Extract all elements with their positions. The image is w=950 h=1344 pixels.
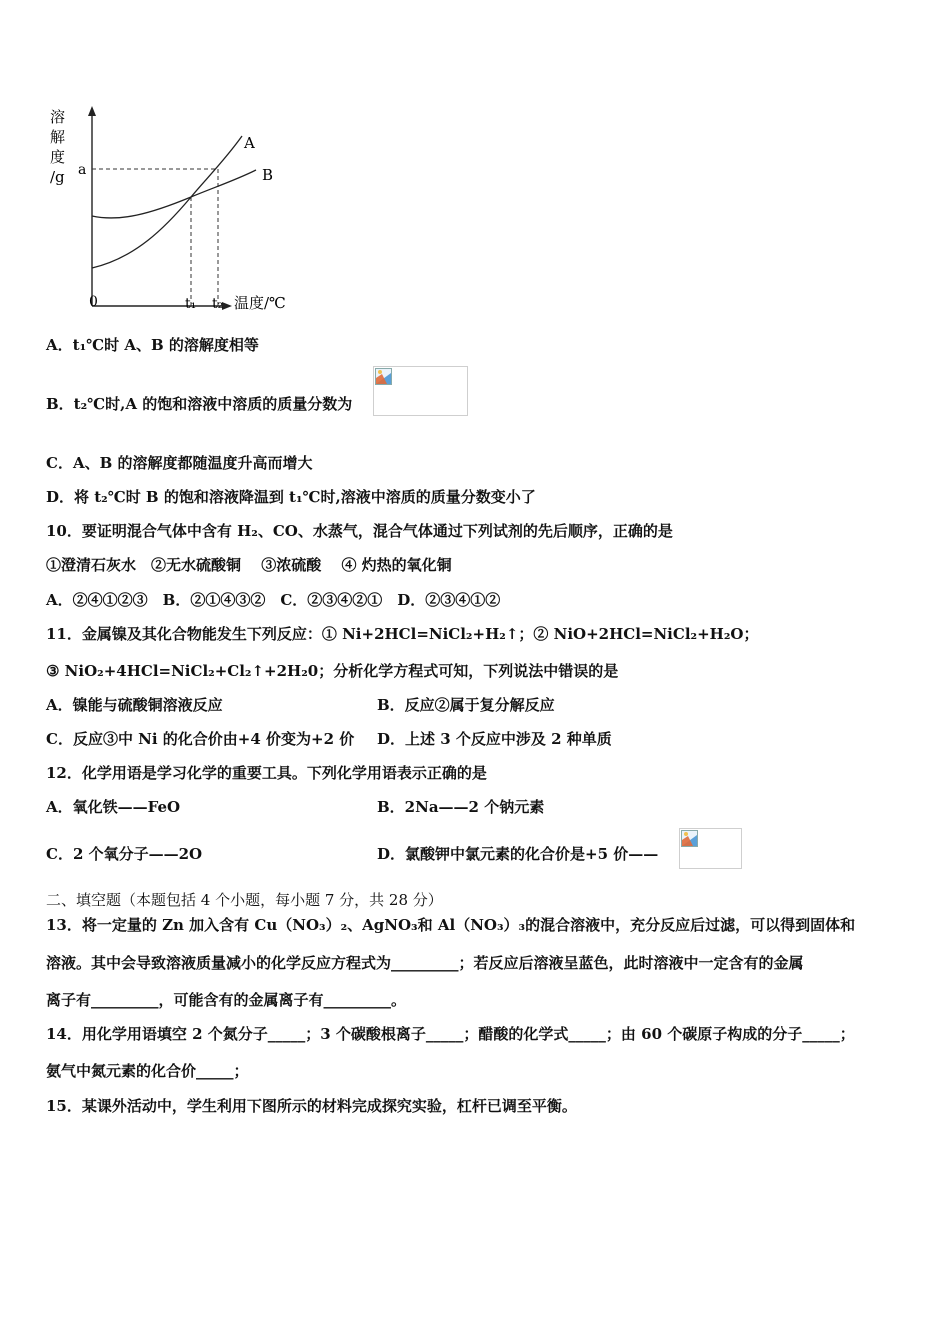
q10-reagents: ①澄清石灰水 ②无水硫酸铜 ③浓硫酸 ④ 灼热的氧化铜: [46, 556, 452, 574]
y-axis-label-1: 溶: [50, 108, 66, 126]
q12-stem: 12．化学用语是学习化学的重要工具。下列化学用语表示正确的是: [46, 764, 487, 782]
q11-stem-line2: ③ NiO₂+4HCl=NiCl₂+Cl₂↑+2H₂0；分析化学方程式可知，下列说法中错误的是: [46, 662, 619, 680]
curve-a: [92, 136, 242, 268]
y-axis-label-4: /g: [50, 168, 65, 186]
q13-line2: 溶液。其中会导致溶液质量减小的化学反应方程式为_________；若反应后溶液呈蓝色，此时溶液中一定含有的金属: [46, 954, 804, 972]
t2-tick-label: t₂: [212, 296, 224, 312]
y-axis-label-2: 解: [50, 128, 66, 146]
q10-options: A．②④①②③ B．②①④③② C．②③④②① D．②③④①②: [46, 591, 501, 609]
q11-option-a: A．镍能与硫酸铜溶液反应: [46, 696, 223, 714]
q15-stem: 15．某课外活动中，学生利用下图所示的材料完成探究实验，杠杆已调至平衡。: [46, 1097, 577, 1115]
q12-option-a: A．氧化铁——FeO: [46, 798, 181, 816]
q14-line2: 氨气中氮元素的化合价_____；: [46, 1062, 249, 1080]
curve-b: [92, 170, 256, 218]
origin-tick-label: 0: [89, 294, 98, 310]
broken-image-icon: [375, 368, 392, 385]
broken-image-icon: [681, 830, 698, 847]
q10-stem: 10．要证明混合气体中含有 H₂、CO、水蒸气，混合气体通过下列试剂的先后顺序，正确的是: [46, 522, 673, 540]
a-tick-label: a: [78, 162, 87, 178]
x-axis-label: 温度/℃: [234, 294, 286, 312]
curve-b-label: B: [262, 166, 274, 184]
broken-valence-image: [679, 828, 742, 869]
q13-line1: 13．将一定量的 Zn 加入含有 Cu（NO₃）₂、AgNO₃和 Al（NO₃）₃的混合溶液中，充分反应后过滤，可以得到固体和: [46, 916, 856, 934]
y-axis-label-3: 度: [50, 148, 66, 166]
section2-heading: 二、填空题（本题包括 4 个小题，每小题 7 分，共 28 分）: [46, 891, 443, 909]
q11-option-b: B．反应②属于复分解反应: [377, 696, 555, 714]
broken-formula-image: [373, 366, 468, 416]
q12-option-b: B．2Na——2 个钠元素: [377, 798, 545, 816]
q14-line1: 14．用化学用语填空 2 个氮分子_____；3 个碳酸根离子_____；醋酸的化学式_____；由 60 个碳原子构成的分子_____；: [46, 1025, 855, 1043]
q12-option-d: D．氯酸钾中氯元素的化合价是+5 价——: [377, 845, 659, 863]
solubility-chart: [40, 100, 300, 320]
curve-a-label: A: [244, 134, 255, 152]
x-axis-arrow: [222, 302, 232, 310]
q13-line3: 离子有_________，可能含有的金属离子有_________。: [46, 991, 407, 1009]
q9-option-b: B．t₂℃时,A 的饱和溶液中溶质的质量分数为: [46, 395, 353, 413]
q11-stem-line1: 11．金属镍及其化合物能发生下列反应：① Ni+2HCl=NiCl₂+H₂↑；② NiO+2HCl=NiCl₂+H₂O；: [46, 625, 759, 643]
q11-option-d: D．上述 3 个反应中涉及 2 种单质: [377, 730, 612, 748]
q9-option-c: C．A、B 的溶解度都随温度升高而增大: [46, 454, 313, 472]
t1-tick-label: t₁: [185, 296, 197, 312]
q12-option-c: C．2 个氧分子——2O: [46, 845, 203, 863]
q9-option-d: D．将 t₂℃时 B 的饱和溶液降温到 t₁℃时,溶液中溶质的质量分数变小了: [46, 488, 536, 506]
y-axis-arrow: [88, 106, 96, 116]
q9-option-a: A．t₁℃时 A、B 的溶解度相等: [46, 336, 259, 354]
q11-option-c: C．反应③中 Ni 的化合价由+4 价变为+2 价: [46, 730, 355, 748]
